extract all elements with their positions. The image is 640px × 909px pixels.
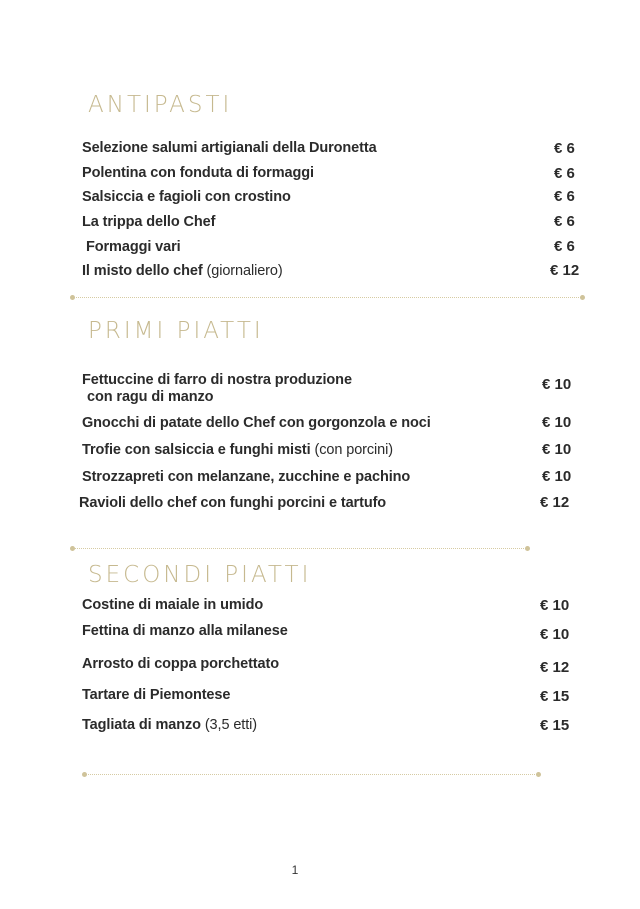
menu-item-note: (giornaliero) xyxy=(206,263,283,279)
antipasti-title: ANTIPASTI xyxy=(88,92,233,118)
menu-item-price: € 10 xyxy=(542,414,572,431)
menu-item-name: Fettina di manzo alla milanese xyxy=(82,623,288,639)
menu-item-name: Arrosto di coppa porchettato xyxy=(82,656,279,672)
menu-item-name: Ravioli dello chef con funghi porcini e tartufo xyxy=(79,495,387,511)
menu-item-name-continued: con ragu di manzo xyxy=(87,389,214,405)
menu-item-name: Selezione salumi artigianali della Duronetta xyxy=(82,140,377,156)
menu-item-name-main: Tagliata di manzo xyxy=(82,717,201,733)
menu-item-name xyxy=(82,716,257,734)
menu-item-name: Costine di maiale in umido xyxy=(82,597,264,613)
menu-item-name: Polentina con fonduta di formaggi xyxy=(82,165,314,181)
section-divider xyxy=(72,297,583,298)
menu-item-note: (3,5 etti) xyxy=(204,717,258,733)
primi-title: PRIMI PIATTI xyxy=(88,318,264,344)
secondi-title: SECONDI PIATTI xyxy=(88,562,312,588)
menu-item-name xyxy=(82,262,283,280)
menu-item-price: € 10 xyxy=(542,441,572,458)
menu-item-price: € 6 xyxy=(554,238,575,255)
menu-item-price: € 6 xyxy=(554,140,575,157)
menu-item-name: Formaggi vari xyxy=(86,239,181,255)
menu-item-name xyxy=(82,441,393,459)
section-divider xyxy=(72,548,528,549)
menu-item-name-main: Il misto dello chef xyxy=(82,263,203,279)
menu-item-name-main: Trofie con salsiccia e funghi misti xyxy=(82,442,311,458)
menu-item-price: € 15 xyxy=(540,717,570,734)
menu-item-name: Salsiccia e fagioli con crostino xyxy=(82,189,291,205)
menu-item-note: (con porcini) xyxy=(314,442,393,458)
menu-item-price: € 12 xyxy=(550,262,580,279)
menu-item-name: Gnocchi di patate dello Chef con gorgonzola e noci xyxy=(82,415,431,431)
menu-item-price: € 6 xyxy=(554,165,575,182)
menu-item-price: € 12 xyxy=(540,494,570,511)
menu-item-name: La trippa dello Chef xyxy=(82,214,216,230)
menu-item-price: € 12 xyxy=(540,659,570,676)
section-divider xyxy=(84,774,539,775)
menu-item-price: € 15 xyxy=(540,688,570,705)
menu-item-name: Fettuccine di farro di nostra produzione xyxy=(82,372,352,388)
page-number: 1 xyxy=(291,863,299,877)
menu-item-price: € 10 xyxy=(542,468,572,485)
menu-item-price: € 10 xyxy=(540,626,570,643)
menu-item-price: € 10 xyxy=(542,376,572,393)
menu-item-name: Strozzapreti con melanzane, zucchine e pachino xyxy=(82,469,411,485)
menu-item-price: € 6 xyxy=(554,188,575,205)
menu-item-price: € 6 xyxy=(554,213,575,230)
menu-item-price: € 10 xyxy=(540,597,570,614)
menu-item-name: Tartare di Piemontese xyxy=(82,687,231,703)
